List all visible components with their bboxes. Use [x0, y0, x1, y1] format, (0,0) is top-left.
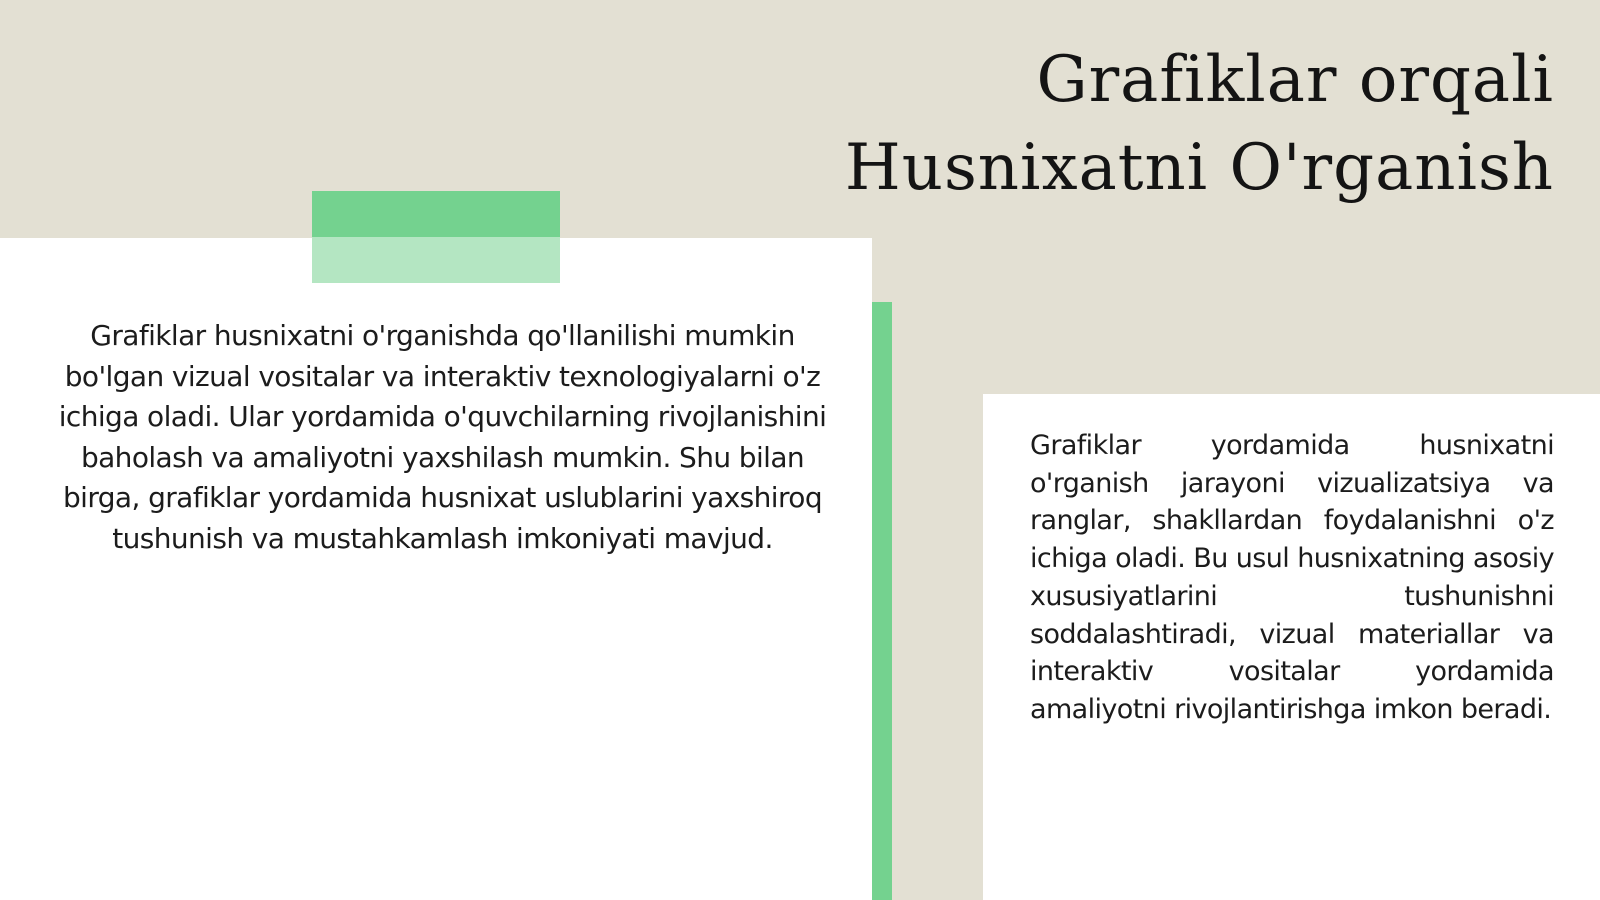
slide-title-line-2: Husnixatni O'rganish [844, 131, 1554, 205]
slide-title-line-1: Grafiklar orqali [1036, 43, 1554, 117]
slide-title [794, 36, 1554, 212]
green-accent-tab [312, 191, 560, 283]
right-paragraph: Grafiklar yordamida husnixatni o'rganish jarayoni vizualizatsiya va ranglar, shakllardan foydalanishni o'z ichiga oladi. Bu usul husnixatning asosiy xususiyatlarini tushunishni soddalashtiradi, vizual materiallar va interaktiv vositalar yordamida amaliyotni rivojlantirishga imkon beradi. [1030, 430, 1554, 725]
green-accent-bar [872, 302, 892, 900]
left-paragraph: Grafiklar husnixatni o'rganishda qo'llanilishi mumkin bo'lgan vizual vositalar va interaktiv texnologiyalarni o'z ichiga oladi. Ular yordamida o'quvchilarning rivojlanishini baholash va amaliyotni yaxshilash mumkin. Shu bilan birga, grafiklar yordamida husnixat uslublarini yaxshiroq tushunish va mustahkamlash imkoniyati mavjud. [58, 319, 827, 555]
